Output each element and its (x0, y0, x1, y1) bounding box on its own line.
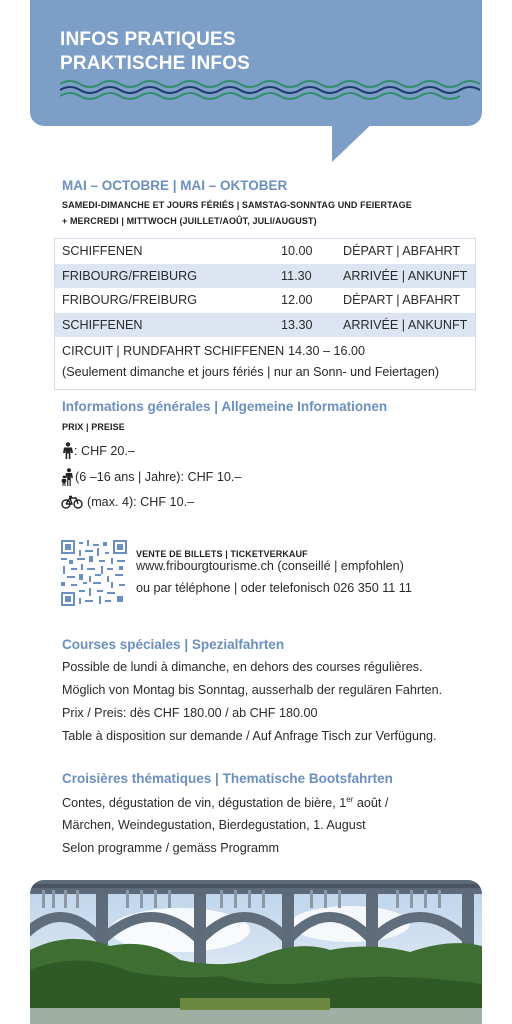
schedule-place: FRIBOURG/FREIBURG (62, 293, 198, 308)
price-bike (61, 495, 194, 509)
table-row (55, 313, 475, 338)
schedule-place: FRIBOURG/FREIBURG (62, 268, 198, 283)
schedule-place: SCHIFFENEN (62, 318, 143, 333)
header-banner (30, 0, 482, 126)
table-row (55, 239, 475, 264)
ticket-website-link[interactable]: www.fribourgtourisme.ch (conseillé | empfohlen) (136, 559, 404, 573)
special-line-4: Table à disposition sur demande / Auf Anfrage Tisch zur Verfügung. (62, 729, 437, 743)
bicycle-icon (61, 495, 83, 509)
schedule-type: ARRIVÉE | ANKUNFT (343, 318, 468, 333)
price-child-text: (6 –16 ans | Jahre): CHF 10.– (75, 470, 242, 484)
season-section (62, 178, 412, 226)
general-info-section (62, 399, 387, 432)
header-title (60, 28, 250, 76)
header-title-fr: INFOS PRATIQUES (60, 29, 236, 50)
schedule-type: DÉPART | ABFAHRT (343, 244, 461, 259)
speech-bubble-tail (332, 118, 378, 162)
ticket-label: VENTE DE BILLETS | TICKETVERKAUF (136, 549, 308, 559)
viaduct-illustration (30, 880, 482, 1024)
circuit-note: (Seulement dimanche et jours fériés | nur an Sonn- und Feiertagen) (62, 365, 440, 380)
circuit-row (55, 337, 475, 389)
schedule-place: SCHIFFENEN (62, 244, 143, 259)
schedule-time: 13.30 (281, 318, 313, 333)
season-days-line1: SAMEDI-DIMANCHE ET JOURS FÉRIÉS | SAMSTAG-SONNTAG UND FEIERTAGE (62, 200, 412, 210)
child-with-adult-icon (61, 468, 75, 486)
special-line-3: Prix / Preis: dès CHF 180.00 / ab CHF 180.00 (62, 706, 318, 720)
adult-icon (62, 442, 74, 459)
thematic-title: Croisières thématiques | Thematische Bootsfahrten (62, 771, 393, 786)
price-child (61, 468, 241, 486)
special-line-2: Möglich von Montag bis Sonntag, ausserhalb der regulären Fahrten. (62, 683, 443, 697)
price-bike-text: (max. 4): CHF 10.– (87, 495, 195, 509)
circuit-time: 14.30 – 16.00 (288, 344, 366, 359)
general-title: Informations générales | Allgemeine Informationen (62, 399, 388, 414)
thematic-line-1: Contes, dégustation de vin, dégustation de bière, 1er août / (62, 795, 389, 811)
table-row (55, 288, 475, 313)
waves-decoration (60, 78, 480, 102)
ticket-phone[interactable]: ou par téléphone | oder telefonisch 026 350 11 11 (136, 581, 412, 595)
price-adult-text: : CHF 20.– (74, 443, 135, 458)
special-line-1: Possible de lundi à dimanche, en dehors des courses régulières. (62, 660, 423, 674)
price-adult (62, 442, 135, 459)
season-days-line2: + MERCREDI | MITTWOCH (JUILLET/AOÛT, JULI/AUGUST) (62, 216, 317, 226)
thematic-line-3: Selon programme / gemäss Programm (62, 841, 279, 855)
qr-code-icon[interactable] (61, 540, 127, 606)
schedule-type: DÉPART | ABFAHRT (343, 293, 461, 308)
schedule-type: ARRIVÉE | ANKUNFT (343, 268, 468, 283)
circuit-label: CIRCUIT | RUNDFAHRT SCHIFFENEN (62, 344, 285, 359)
schedule-time: 12.00 (281, 293, 313, 308)
prices-label: PRIX | PREISE (62, 422, 125, 432)
viaduct-photo (30, 880, 482, 1024)
season-title: MAI – OCTOBRE | MAI – OKTOBER (62, 178, 288, 193)
schedule-time: 11.30 (281, 268, 312, 283)
schedule-table (54, 238, 476, 390)
thematic-line-2: Märchen, Weindegustation, Bierdegustation, 1. August (62, 818, 366, 832)
header-title-de: PRAKTISCHE INFOS (60, 53, 251, 74)
table-row (55, 264, 475, 289)
schedule-time: 10.00 (281, 244, 313, 259)
special-title: Courses spéciales | Spezialfahrten (62, 637, 285, 652)
